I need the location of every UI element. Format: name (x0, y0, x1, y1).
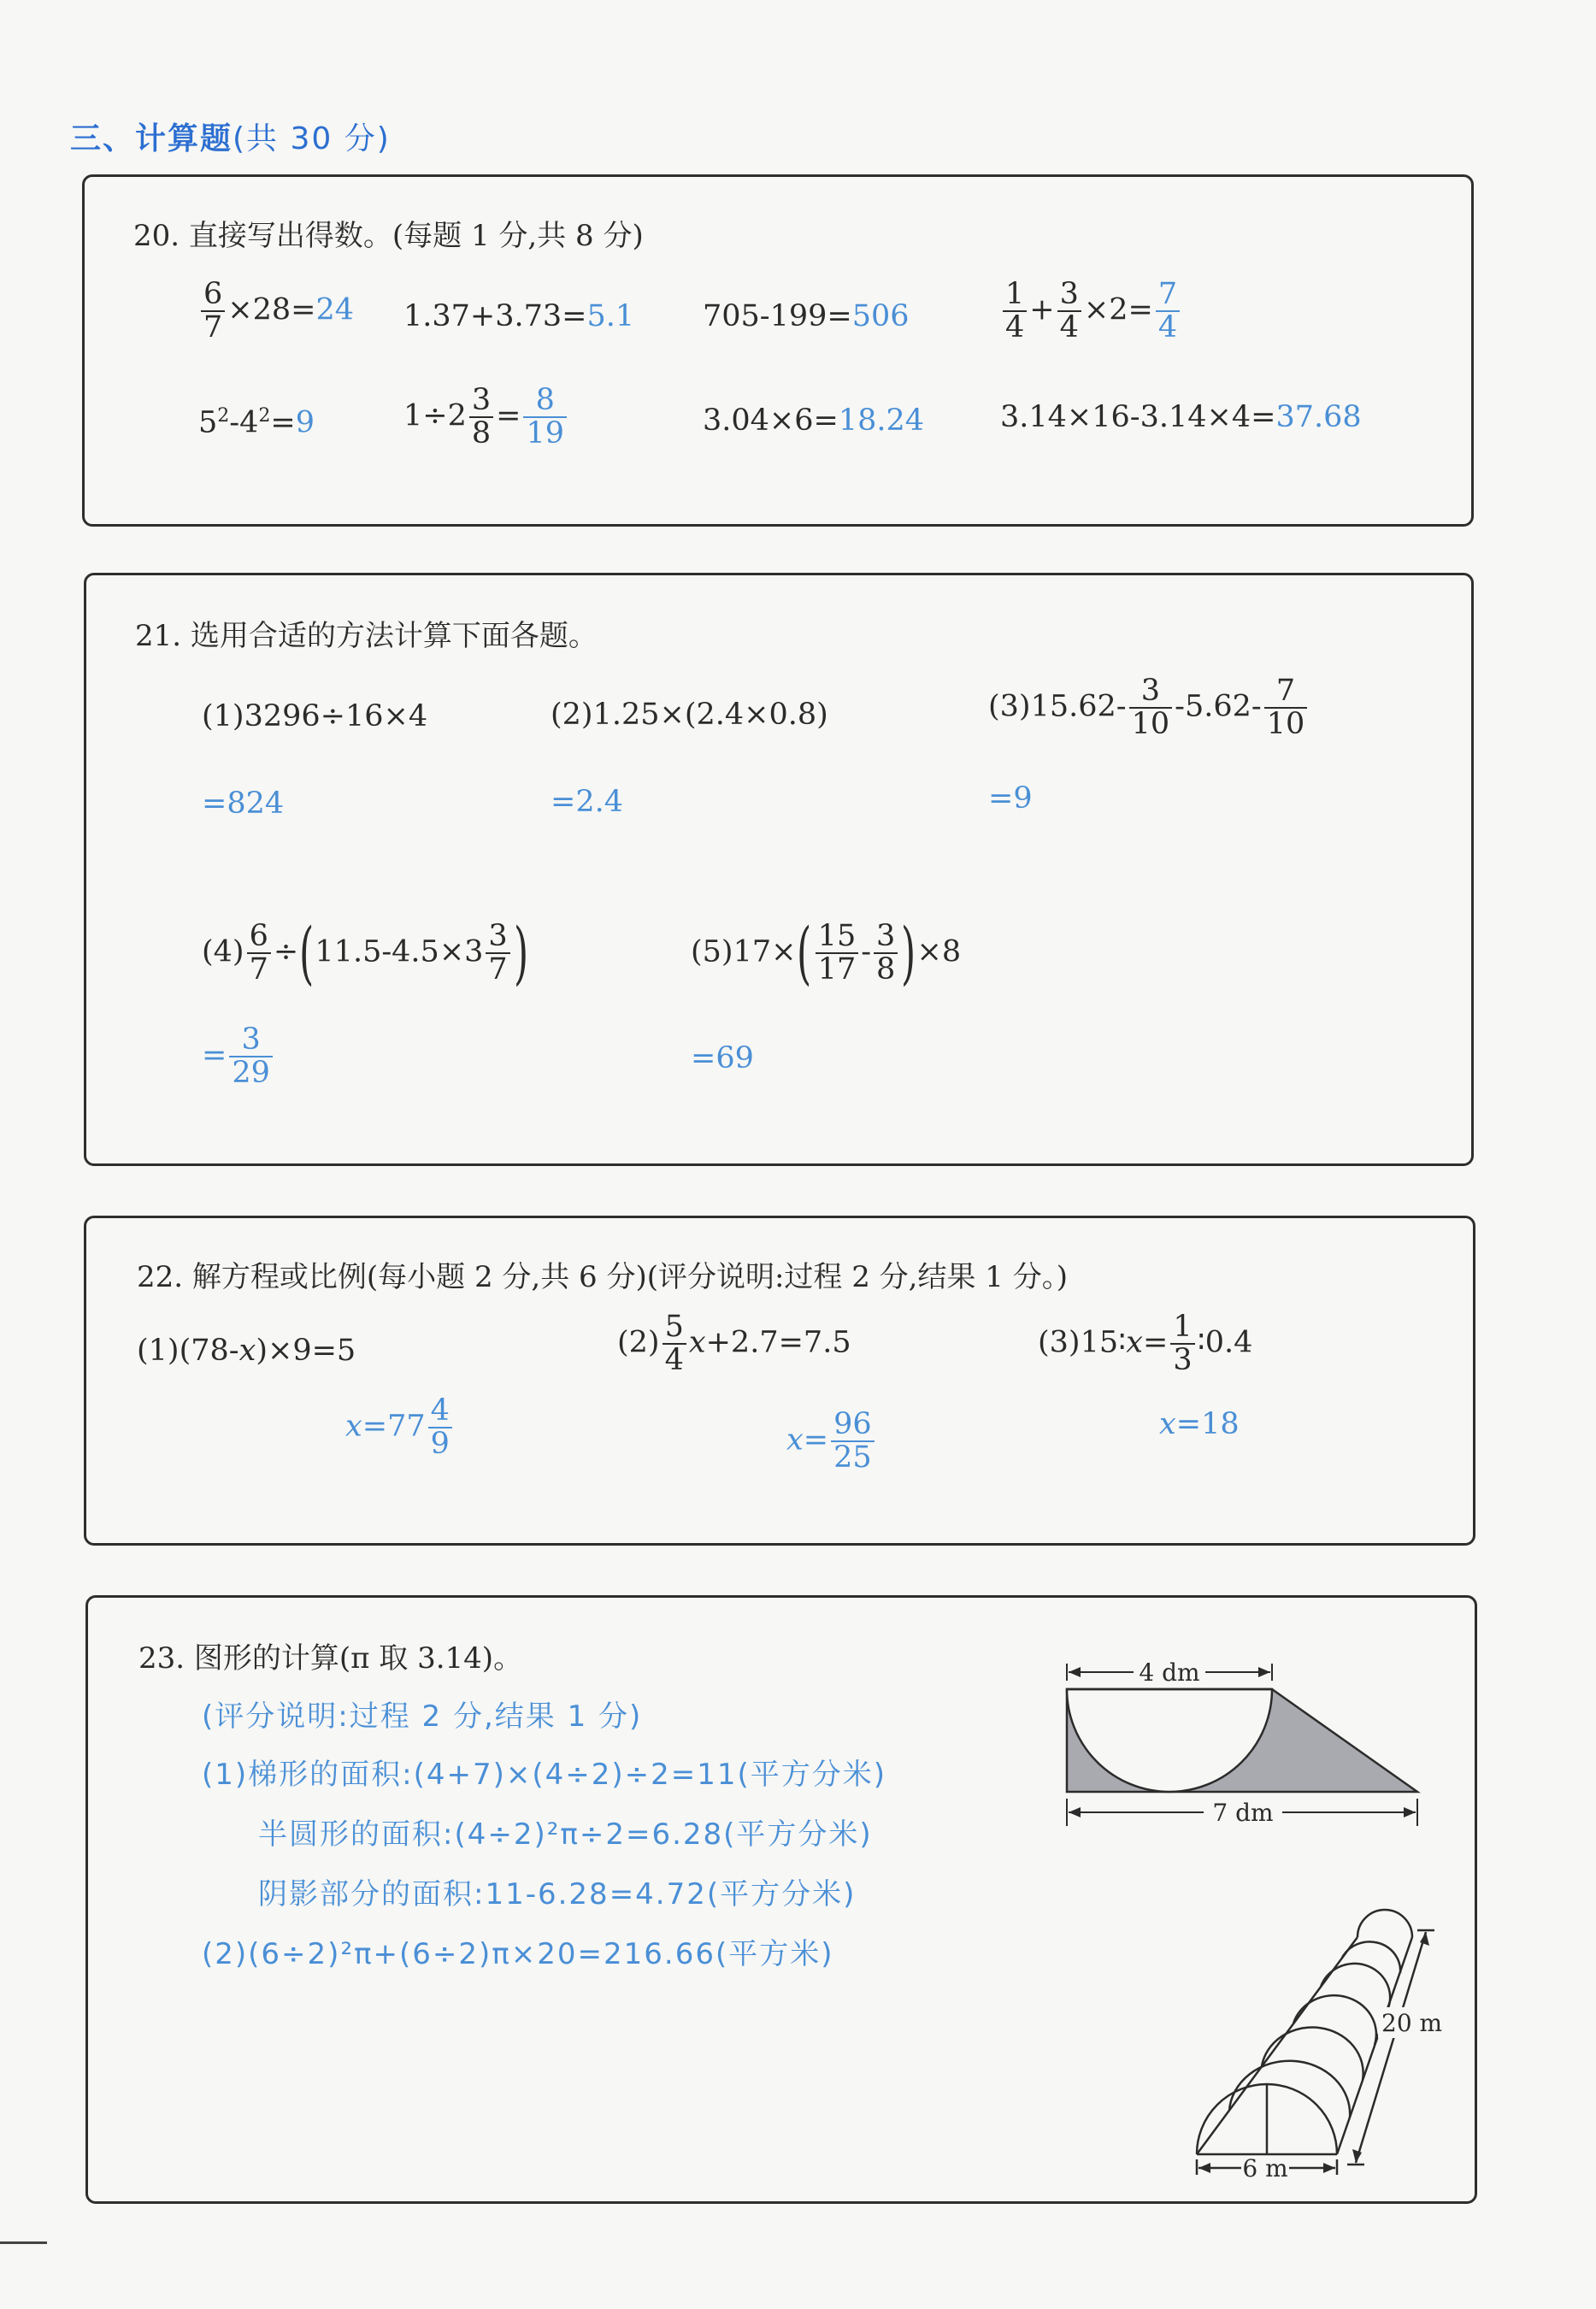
q21-answer-5: =69 (691, 1041, 754, 1075)
q21-problem-2: (2)1.25×(2.4×0.8) (551, 698, 828, 732)
q20-item-e: $5^2-4^2=9$ (198, 405, 315, 440)
q21-answer-4: = $\frac{3}{29}$ (202, 1024, 275, 1089)
q20-answer-a: 24 (315, 292, 355, 327)
q20-answer-d: $\frac{7}{4}$ (1156, 279, 1180, 344)
section-title-text: 三、计算题 (70, 121, 233, 156)
q20-answer-h: 37.68 (1275, 400, 1362, 434)
q22-problem-3: (3)15∶x= $\frac{1}{3}$ ∶0.4 (1038, 1310, 1253, 1377)
trapezoid-figure (1058, 1655, 1434, 1835)
q22-problem-1: (1)(78-x)×9=5 (137, 1334, 356, 1368)
q20-item-h: 3.14×16-3.14×4=37.68 (1000, 400, 1362, 434)
q22-answer-1: x=77 $\frac{4}{9}$ (345, 1395, 455, 1460)
question-20-title: 20. 直接写出得数。(每题 1 分,共 8 分) (133, 219, 644, 253)
q20-item-f: 1÷2 $\frac{3}{8}$ = $\frac{8}{19}$ (403, 385, 569, 450)
q22-answer-3: x=18 (1159, 1407, 1240, 1441)
page-margin-mark (0, 2241, 47, 2244)
q21-problem-1: (1)3296÷16×4 (202, 699, 428, 733)
q21-problem-5: (5)17×( $\frac{15}{17}$ - $\frac{3}{8}$ )×8 (691, 913, 962, 993)
q20-answer-b: 5.1 (586, 299, 635, 333)
q23-line-2: 半圆形的面积:(4÷2)²π÷2=6.28(平方分米) (258, 1817, 873, 1852)
q20-item-d: $\frac{1}{4}$ + $\frac{3}{4}$ ×2= $\frac{7}{4}$ (1000, 279, 1182, 344)
q23-line-1: (1)梯形的面积:(4+7)×(4÷2)÷2=11(平方分米) (202, 1758, 887, 1792)
question-21-box (84, 573, 1474, 1166)
greenhouse-figure (1180, 1896, 1453, 2180)
q20-answer-e: 9 (295, 405, 315, 440)
trapezoid-top-label: 4 dm (1139, 1658, 1200, 1687)
q21-answer-3: =9 (988, 781, 1033, 816)
q20-item-a: $\frac{6}{7}$ ×28=24 (198, 279, 354, 344)
q20-answer-c: 506 (851, 299, 910, 333)
q23-line-4: (2)(6÷2)²π+(6÷2)π×20=216.66(平方米) (202, 1937, 834, 1971)
q22-problem-2: (2) $\frac{5}{4}$ x+2.7=7.5 (617, 1310, 851, 1377)
q20-answer-g: 18.24 (838, 403, 925, 438)
q23-scoring-note: (评分说明:过程 2 分,结果 1 分) (202, 1699, 643, 1734)
q23-line-3: 阴影部分的面积:11-6.28=4.72(平方分米) (258, 1877, 857, 1911)
greenhouse-length-label: 20 m (1381, 2009, 1443, 2037)
q21-answer-1: =824 (202, 786, 285, 821)
question-22-title: 22. 解方程或比例(每小题 2 分,共 6 分)(评分说明:过程 2 分,结果 1 分。) (137, 1260, 1068, 1294)
greenhouse-width-label: 6 m (1242, 2154, 1288, 2180)
trapezoid-bottom-label: 7 dm (1212, 1799, 1274, 1827)
q22-answer-2: x= $\frac{96}{25}$ (786, 1409, 877, 1474)
question-21-title: 21. 选用合适的方法计算下面各题。 (135, 619, 598, 653)
section-title (70, 115, 391, 158)
section-points: (共 30 分) (233, 121, 391, 156)
q20-item-c: 705-199=506 (703, 299, 910, 333)
q20-item-b: 1.37+3.73=5.1 (403, 299, 635, 333)
q20-answer-f: $\frac{8}{19}$ (523, 385, 567, 450)
q21-answer-2: =2.4 (551, 785, 623, 819)
question-23-title: 23. 图形的计算(π 取 3.14)。 (138, 1641, 523, 1676)
q21-problem-3: (3)15.62- $\frac{3}{10}$ -5.62- $\frac{7}{10}$ (988, 675, 1310, 740)
q21-problem-4: (4) $\frac{6}{7}$ ÷(11.5-4.5×3 $\frac{3}{7}$ ) (202, 913, 528, 993)
q20-item-g: 3.04×6=18.24 (703, 403, 925, 438)
